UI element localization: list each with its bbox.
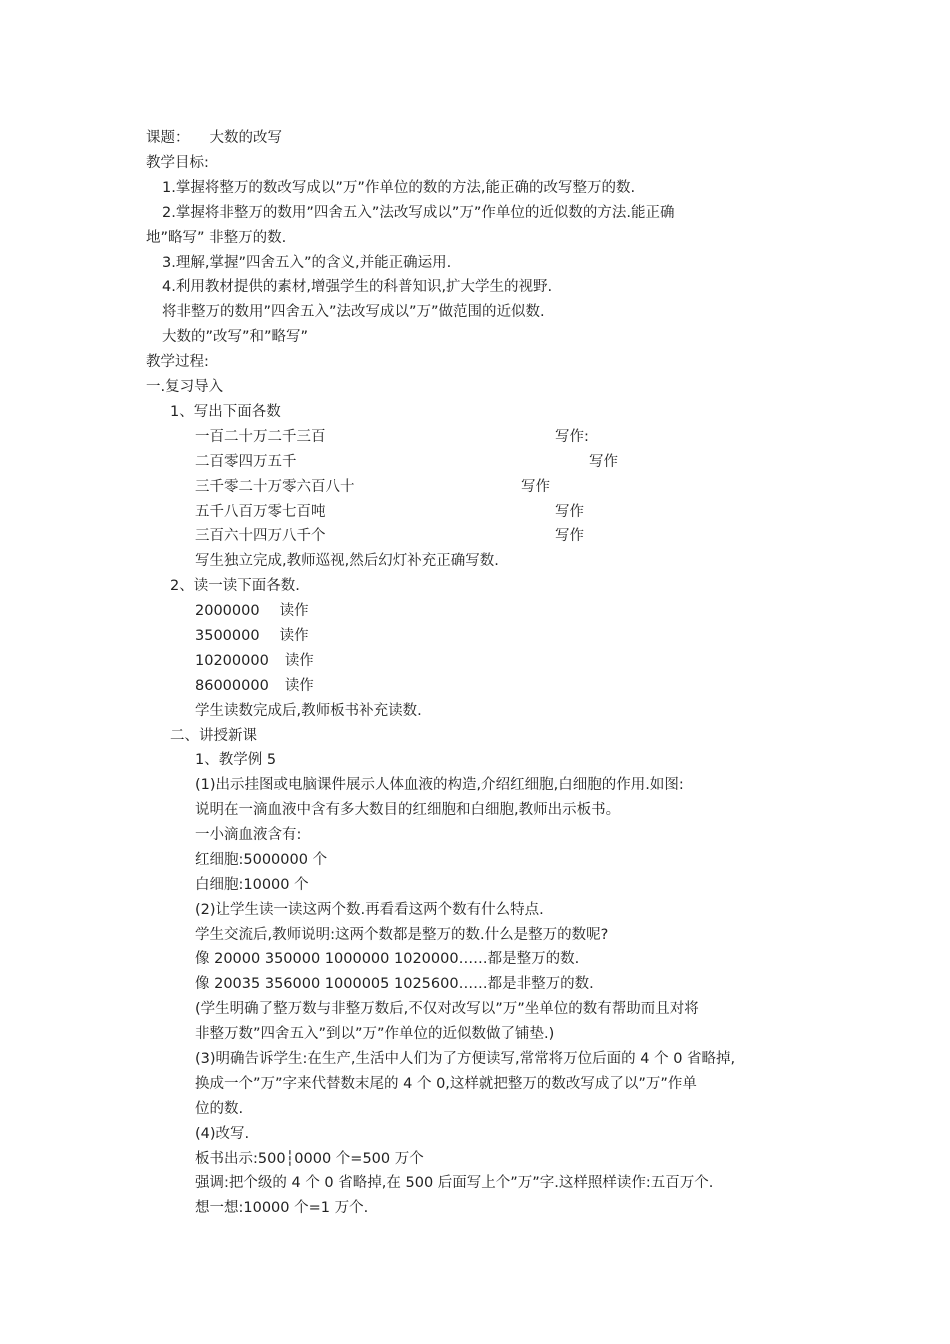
goal-item: 4.利用教材提供的素材,增强学生的科普知识,扩大学生的视野. xyxy=(162,279,553,295)
lesson-title-text: 大数的改写 xyxy=(209,130,282,146)
body-line: 红细胞:5000000 个 xyxy=(195,852,328,868)
body-line: (2)让学生读一读这两个数.再看看这两个数有什么特点. xyxy=(195,902,544,918)
note-text: 学生读数完成后,教师板书补充读数. xyxy=(195,703,422,719)
goals-heading: 教学目标: xyxy=(146,155,209,171)
read-item-label: 读作 xyxy=(279,603,309,619)
write-item-text: 二百零四万五千 xyxy=(195,454,297,470)
read-item-label: 读作 xyxy=(284,678,314,694)
body-line: 说明在一滴血液中含有多大数目的红细胞和白细胞,教师出示板书。 xyxy=(195,802,621,818)
question-heading: 2、读一读下面各数. xyxy=(170,578,300,594)
body-line: 换成一个”万”字来代替数末尾的 4 个 0,这样就把整万的数改写成了以”万”作单 xyxy=(195,1076,697,1092)
body-line: 一小滴血液含有: xyxy=(195,827,302,843)
read-item-number: 2000000 xyxy=(195,603,260,619)
body-line: (3)明确告诉学生:在生产,生活中人们为了方便读写,常常将万位后面的 4 个 0 省略掉, xyxy=(195,1051,736,1067)
body-line: 学生交流后,教师说明:这两个数都是整万的数.什么是整万的数呢? xyxy=(195,927,609,943)
goal-item: 将非整万的数用”四舍五入”法改写成以”万”做范围的近似数. xyxy=(162,304,545,320)
body-line: 1、教学例 5 xyxy=(195,752,277,768)
body-line: (1)出示挂图或电脑课件展示人体血液的构造,介绍红细胞,白细胞的作用.如图: xyxy=(195,777,684,793)
process-heading: 教学过程: xyxy=(146,354,209,370)
write-item-label: 写作 xyxy=(555,528,584,544)
write-item-text: 三百六十四万八千个 xyxy=(195,528,326,544)
write-item-label: 写作: xyxy=(555,429,589,445)
write-item-label: 写作 xyxy=(555,504,584,520)
write-item-label: 写作 xyxy=(589,454,618,470)
read-item xyxy=(195,651,314,671)
goal-item: 3.理解,掌握”四舍五入”的含义,并能正确运用. xyxy=(162,255,452,271)
goal-item: 2.掌握将非整万的数用”四舍五入”法改写成以”万”作单位的近似数的方法.能正确 xyxy=(162,205,675,221)
lesson-title-label: 课题： xyxy=(146,130,190,146)
body-line: 想一想:10000 个=1 万个. xyxy=(195,1200,369,1216)
body-line: 非整万数”四舍五入”到以”万”作单位的近似数做了铺垫.) xyxy=(195,1026,555,1042)
body-line: 板书出示:500┆0000 个=500 万个 xyxy=(195,1151,424,1167)
read-item-number: 3500000 xyxy=(195,628,260,644)
section-heading: 二、讲授新课 xyxy=(170,728,257,744)
read-item-label: 读作 xyxy=(279,628,309,644)
goal-item: 大数的”改写”和”略写” xyxy=(162,329,309,345)
note-text: 写生独立完成,教师巡视,然后幻灯补充正确写数. xyxy=(195,553,499,569)
read-item xyxy=(195,601,309,621)
body-line: (学生明确了整万数与非整万数后,不仅对改写以”万”坐单位的数有帮助而且对将 xyxy=(195,1001,699,1017)
body-line: (4)改写. xyxy=(195,1126,250,1142)
read-item-number: 10200000 xyxy=(195,653,269,669)
goal-item: 地”略写” 非整万的数. xyxy=(146,230,287,246)
section-heading: 一.复习导入 xyxy=(146,379,224,395)
body-line: 位的数. xyxy=(195,1101,244,1117)
write-item-text: 一百二十万二千三百 xyxy=(195,429,326,445)
read-item xyxy=(195,676,314,696)
body-line: 像 20035 356000 1000005 1025600……都是非整万的数. xyxy=(195,976,594,992)
write-item-text: 三千零二十万零六百八十 xyxy=(195,479,355,495)
body-line: 像 20000 350000 1000000 1020000……都是整万的数. xyxy=(195,951,580,967)
body-line: 强调:把个级的 4 个 0 省略掉,在 500 后面写上个”万”字.这样照样读作:五百万个. xyxy=(195,1175,714,1191)
lesson-title xyxy=(146,128,282,148)
body-line: 白细胞:10000 个 xyxy=(195,877,309,893)
read-item-number: 86000000 xyxy=(195,678,269,694)
write-item-label: 写作 xyxy=(521,479,550,495)
question-heading: 1、写出下面各数 xyxy=(170,404,281,420)
read-item-label: 读作 xyxy=(284,653,314,669)
write-item-text: 五千八百万零七百吨 xyxy=(195,504,326,520)
read-item xyxy=(195,626,309,646)
goal-item: 1.掌握将整万的数改写成以”万”作单位的数的方法,能正确的改写整万的数. xyxy=(162,180,636,196)
